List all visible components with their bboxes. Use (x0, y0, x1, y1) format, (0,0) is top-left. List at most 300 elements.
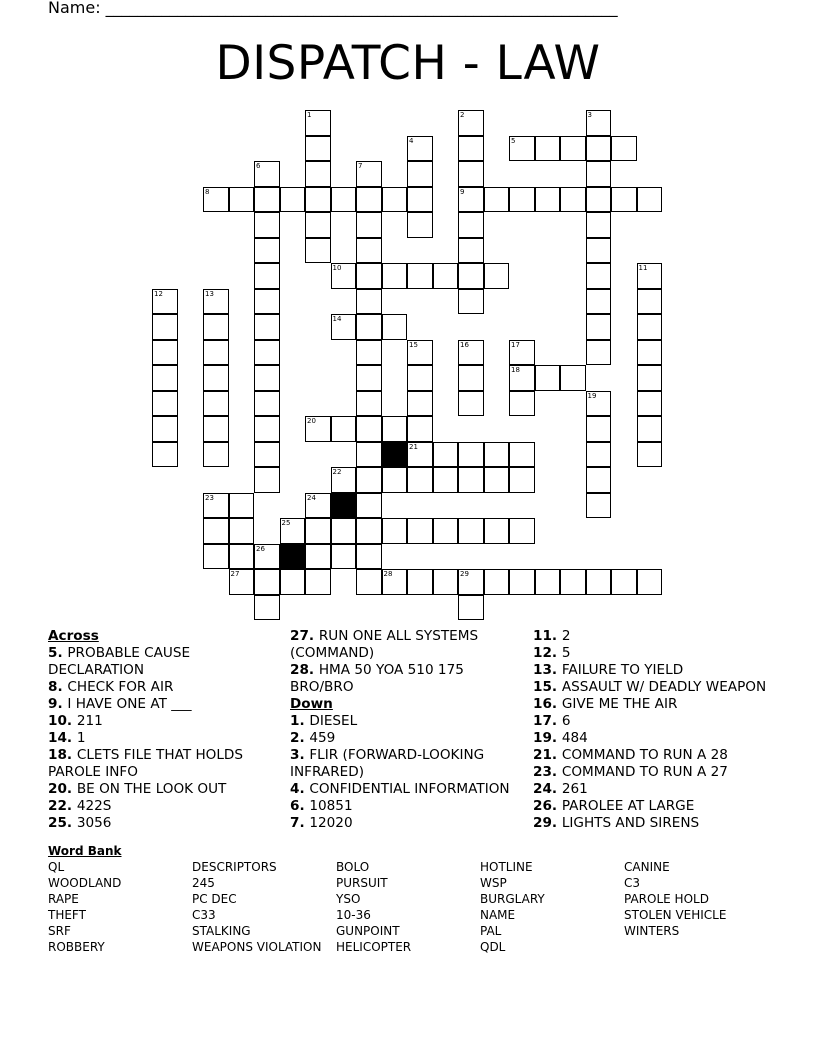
grid-cell[interactable] (305, 161, 331, 187)
clue-text: RUN ONE ALL SYSTEMS (COMMAND) (290, 628, 479, 661)
grid-cell[interactable] (458, 212, 484, 238)
word-bank-item: PURSUIT (336, 876, 388, 890)
grid-cell[interactable] (407, 263, 433, 289)
grid-cell[interactable] (356, 518, 382, 544)
clue-item (533, 713, 783, 730)
word-bank-item: RAPE (48, 892, 79, 906)
clue-item (290, 815, 525, 832)
grid-cell[interactable] (484, 518, 510, 544)
clue-item (533, 781, 783, 798)
grid-cell[interactable] (203, 314, 229, 340)
clue-item (290, 713, 525, 730)
clue-num: 19. (533, 730, 562, 746)
clue-text: 459 (309, 730, 336, 746)
grid-cell[interactable] (611, 136, 637, 162)
grid-cell[interactable] (586, 263, 612, 289)
grid-cell[interactable] (535, 187, 561, 213)
grid-cell[interactable] (458, 569, 484, 595)
clue-item (48, 798, 283, 815)
grid-cell[interactable] (356, 289, 382, 315)
grid-cell[interactable] (254, 340, 280, 366)
clue-num: 1. (290, 713, 310, 729)
grid-cell[interactable] (560, 569, 586, 595)
grid-cell[interactable] (356, 161, 382, 187)
clue-text: HMA 50 YOA 510 175 BRO/BRO (290, 662, 464, 695)
clue-num: 23. (533, 764, 562, 780)
grid-cell[interactable] (382, 416, 408, 442)
grid-cell[interactable] (254, 289, 280, 315)
grid-cell[interactable] (203, 289, 229, 315)
grid-cell[interactable] (484, 467, 510, 493)
word-bank-item: C3 (624, 876, 641, 890)
grid-cell[interactable] (331, 518, 357, 544)
grid-cell[interactable] (305, 493, 331, 519)
clue-number: 6 (256, 162, 261, 170)
clue-number: 20 (307, 417, 316, 425)
word-bank-title: Word Bank (48, 844, 122, 858)
grid-cell[interactable] (152, 416, 178, 442)
grid-cell[interactable] (203, 518, 229, 544)
grid-cell[interactable] (305, 187, 331, 213)
grid-cell[interactable] (407, 161, 433, 187)
clue-num: 20. (48, 781, 77, 797)
grid-cell[interactable] (637, 442, 663, 468)
grid-cell[interactable] (433, 442, 459, 468)
word-bank-item: PC DEC (192, 892, 237, 906)
grid-cell[interactable] (382, 467, 408, 493)
grid-cell[interactable] (484, 263, 510, 289)
clue-number: 8 (205, 187, 210, 196)
clue-item (290, 662, 525, 696)
clue-text: PAROLEE AT LARGE (561, 798, 695, 814)
word-bank-item: THEFT (48, 908, 86, 922)
clue-item (533, 815, 783, 832)
grid-cell[interactable] (254, 569, 280, 595)
clue-num: 24. (533, 781, 562, 797)
clue-text: COMMAND TO RUN A 28 (561, 747, 728, 763)
clue-number: 1 (307, 111, 312, 119)
clue-item (533, 679, 783, 696)
grid-cell[interactable] (586, 442, 612, 468)
grid-cell[interactable] (586, 238, 612, 264)
grid-cell[interactable] (484, 187, 510, 213)
clue-number: 4 (409, 136, 414, 145)
grid-cell[interactable] (152, 391, 178, 417)
grid-cell[interactable] (152, 365, 178, 391)
clue-num: 22. (48, 798, 77, 814)
clue-num: 26. (533, 798, 562, 814)
grid-cell[interactable] (458, 391, 484, 417)
grid-cell[interactable] (637, 289, 663, 315)
clue-text: 422S (76, 798, 112, 814)
clue-item (533, 645, 783, 662)
clue-number: 3 (587, 111, 592, 119)
grid-cell[interactable] (637, 416, 663, 442)
name-field[interactable]: Name: ________________________________________________________________ (48, 0, 618, 17)
grid-cell[interactable] (254, 365, 280, 391)
clue-item (48, 747, 283, 781)
grid-cell[interactable] (586, 187, 612, 213)
word-bank-item: BOLO (336, 860, 370, 874)
grid-cell[interactable] (356, 391, 382, 417)
grid-cell[interactable] (305, 569, 331, 595)
grid-cell[interactable] (458, 595, 484, 621)
clue-number: 11 (638, 264, 648, 272)
grid-cell[interactable] (407, 391, 433, 417)
grid-cell[interactable] (586, 212, 612, 238)
word-bank-item: PAROLE HOLD (624, 892, 709, 906)
grid-cell[interactable] (331, 263, 357, 289)
grid-cell[interactable] (433, 467, 459, 493)
grid-cell[interactable] (586, 161, 612, 187)
clue-num: 6. (290, 798, 310, 814)
clue-num: 7. (290, 815, 310, 831)
word-bank-item: CANINE (624, 860, 670, 874)
clue-text: 211 (76, 713, 103, 729)
clue-item (533, 662, 783, 679)
grid-cell[interactable] (637, 187, 663, 213)
clue-number: 23 (205, 493, 214, 502)
grid-cell[interactable] (305, 416, 331, 442)
word-bank-item: WSP (480, 876, 507, 890)
grid-cell[interactable] (586, 569, 612, 595)
word-bank-item: 245 (192, 876, 215, 890)
clue-num: 10. (48, 713, 77, 729)
grid-cell[interactable] (458, 187, 484, 213)
grid-cell[interactable] (509, 187, 535, 213)
grid-cell[interactable] (484, 442, 510, 468)
grid-cell[interactable] (586, 467, 612, 493)
grid-cell[interactable] (356, 238, 382, 264)
clue-num: 12. (533, 645, 562, 661)
grid-cell[interactable] (203, 187, 229, 213)
grid-cell[interactable] (586, 493, 612, 519)
grid-cell[interactable] (305, 238, 331, 264)
grid-cell[interactable] (203, 416, 229, 442)
grid-cell[interactable] (229, 493, 255, 519)
clue-num: 5. (48, 645, 68, 661)
clue-number: 2 (460, 111, 465, 119)
clue-item (48, 696, 283, 713)
grid-cell[interactable] (560, 365, 586, 391)
clue-item (290, 781, 525, 798)
grid-cell[interactable] (458, 467, 484, 493)
clue-item (48, 730, 283, 747)
word-bank-item: WEAPONS VIOLATION (192, 940, 322, 954)
grid-cell[interactable] (229, 569, 255, 595)
word-bank-item: WINTERS (624, 924, 680, 938)
grid-cell[interactable] (254, 595, 280, 621)
grid-cell[interactable] (331, 416, 357, 442)
clue-text: ASSAULT W/ DEADLY WEAPON (561, 679, 767, 695)
word-bank (48, 844, 727, 954)
grid-cell[interactable] (229, 544, 255, 570)
grid-cell[interactable] (637, 365, 663, 391)
clue-text: 6 (561, 713, 571, 729)
grid-cell[interactable] (407, 340, 433, 366)
clue-text: 10851 (309, 798, 353, 814)
clue-number: 19 (587, 391, 597, 400)
grid-cell[interactable] (458, 289, 484, 315)
clues-column-3 (533, 628, 783, 832)
page-title: DISPATCH - LAW (215, 36, 601, 91)
clue-text: DIESEL (309, 713, 358, 729)
grid-cell[interactable] (509, 136, 535, 162)
clue-text: FLIR (FORWARD-LOOKING INFRARED) (290, 747, 485, 780)
clue-number: 21 (409, 442, 418, 451)
grid-block (382, 442, 408, 468)
grid-cell[interactable] (254, 263, 280, 289)
grid-cell[interactable] (560, 136, 586, 162)
grid-cell[interactable] (509, 340, 535, 366)
clues-column-2 (290, 628, 525, 832)
grid-cell[interactable] (458, 365, 484, 391)
clue-text: GIVE ME THE AIR (561, 696, 678, 712)
grid-cell[interactable] (586, 314, 612, 340)
clue-num: 29. (533, 815, 562, 831)
word-bank-item: HELICOPTER (336, 940, 412, 954)
grid-cell[interactable] (305, 136, 331, 162)
grid-cell[interactable] (254, 442, 280, 468)
grid-cell[interactable] (407, 442, 433, 468)
grid-cell[interactable] (305, 212, 331, 238)
clue-num: 25. (48, 815, 77, 831)
clue-number: 16 (460, 340, 469, 349)
clue-item (48, 781, 283, 798)
clue-num: 28. (290, 662, 319, 678)
clue-num: 8. (48, 679, 68, 695)
clue-text: 5 (561, 645, 571, 661)
grid-cell[interactable] (509, 391, 535, 417)
grid-cell[interactable] (407, 365, 433, 391)
clue-item (290, 747, 525, 781)
clue-num: 9. (48, 696, 68, 712)
grid-cell[interactable] (254, 416, 280, 442)
word-bank-item: C33 (192, 908, 216, 922)
grid-cell[interactable] (356, 442, 382, 468)
clue-text: 12020 (309, 815, 353, 831)
grid-cell[interactable] (586, 340, 612, 366)
clue-num: 2. (290, 730, 310, 746)
grid-cell[interactable] (331, 314, 357, 340)
grid-cell[interactable] (356, 416, 382, 442)
clue-number: 10 (332, 264, 342, 272)
grid-cell[interactable] (407, 467, 433, 493)
grid-cell[interactable] (382, 518, 408, 544)
grid-cell[interactable] (637, 340, 663, 366)
word-bank-item: WOODLAND (48, 876, 122, 890)
grid-cell[interactable] (509, 365, 535, 391)
grid-cell[interactable] (586, 110, 612, 136)
grid-cell[interactable] (382, 314, 408, 340)
word-bank-item: STOLEN VEHICLE (624, 908, 727, 922)
clue-item (533, 628, 783, 645)
clue-number: 12 (154, 289, 163, 298)
grid-cell[interactable] (254, 238, 280, 264)
word-bank-item: HOTLINE (480, 860, 533, 874)
clue-num: 4. (290, 781, 310, 797)
grid-cell[interactable] (356, 314, 382, 340)
grid-cell[interactable] (458, 161, 484, 187)
grid-cell[interactable] (637, 391, 663, 417)
grid-block (280, 544, 306, 570)
clue-text: PROBABLE CAUSE DECLARATION (48, 645, 191, 678)
grid-cell[interactable] (586, 136, 612, 162)
grid-cell[interactable] (305, 518, 331, 544)
grid-cell[interactable] (382, 187, 408, 213)
clue-num: 17. (533, 713, 562, 729)
word-bank-item: BURGLARY (480, 892, 545, 906)
clue-num: 15. (533, 679, 562, 695)
grid-cell[interactable] (535, 365, 561, 391)
grid-cell[interactable] (407, 518, 433, 544)
grid-cell[interactable] (203, 340, 229, 366)
clue-num: 16. (533, 696, 562, 712)
clue-num: 3. (290, 747, 310, 763)
grid-cell[interactable] (203, 391, 229, 417)
grid-cell[interactable] (458, 518, 484, 544)
grid-cell[interactable] (637, 263, 663, 289)
word-bank-item: QL (48, 860, 65, 874)
grid-cell[interactable] (458, 340, 484, 366)
grid-cell[interactable] (280, 569, 306, 595)
clue-item (48, 679, 283, 696)
clue-number: 25 (281, 519, 291, 527)
grid-cell[interactable] (407, 187, 433, 213)
grid-cell[interactable] (509, 442, 535, 468)
grid-cell[interactable] (458, 238, 484, 264)
grid-cell[interactable] (356, 365, 382, 391)
clue-item (533, 696, 783, 713)
clue-text: FAILURE TO YIELD (561, 662, 684, 678)
grid-cell[interactable] (203, 544, 229, 570)
clue-text: 484 (561, 730, 588, 746)
clue-item (48, 815, 283, 832)
grid-cell[interactable] (331, 187, 357, 213)
grid-cell[interactable] (586, 289, 612, 315)
grid-cell[interactable] (254, 161, 280, 187)
grid-cell[interactable] (458, 442, 484, 468)
grid-cell[interactable] (152, 314, 178, 340)
word-bank-item: GUNPOINT (336, 924, 400, 938)
grid-cell[interactable] (458, 136, 484, 162)
word-bank-item: 10-36 (336, 908, 371, 922)
grid-cell[interactable] (254, 212, 280, 238)
grid-cell[interactable] (152, 289, 178, 315)
clues-column-1 (48, 628, 283, 832)
grid-cell[interactable] (305, 110, 331, 136)
grid-cell[interactable] (509, 569, 535, 595)
grid-cell[interactable] (458, 263, 484, 289)
grid-cell[interactable] (382, 263, 408, 289)
grid-cell[interactable] (484, 569, 510, 595)
grid-cell[interactable] (611, 187, 637, 213)
grid-cell[interactable] (229, 187, 255, 213)
grid-cell[interactable] (203, 493, 229, 519)
grid-cell[interactable] (229, 518, 255, 544)
grid-cell[interactable] (433, 518, 459, 544)
grid-cell[interactable] (331, 544, 357, 570)
grid-cell[interactable] (305, 544, 331, 570)
clue-number: 18 (511, 366, 520, 374)
grid-cell[interactable] (203, 365, 229, 391)
grid-cell[interactable] (356, 340, 382, 366)
grid-cell[interactable] (331, 467, 357, 493)
clue-number: 22 (332, 468, 342, 476)
grid-cell[interactable] (280, 187, 306, 213)
grid-cell[interactable] (356, 569, 382, 595)
grid-cell[interactable] (356, 263, 382, 289)
grid-cell[interactable] (254, 314, 280, 340)
grid-cell[interactable] (535, 136, 561, 162)
grid-cell[interactable] (458, 110, 484, 136)
grid-cell[interactable] (356, 493, 382, 519)
grid-cell[interactable] (407, 416, 433, 442)
grid-cell[interactable] (407, 212, 433, 238)
grid-cell[interactable] (356, 544, 382, 570)
grid-cell[interactable] (382, 569, 408, 595)
grid-cell[interactable] (280, 518, 306, 544)
clue-number: 24 (307, 493, 316, 502)
grid-cell[interactable] (586, 416, 612, 442)
grid-cell[interactable] (356, 187, 382, 213)
clue-num: 21. (533, 747, 562, 763)
clue-item (533, 730, 783, 747)
grid-cell[interactable] (509, 518, 535, 544)
clue-num: 13. (533, 662, 562, 678)
clue-text: BE ON THE LOOK OUT (76, 781, 227, 797)
grid-cell[interactable] (535, 569, 561, 595)
grid-cell[interactable] (152, 340, 178, 366)
clue-text: COMMAND TO RUN A 27 (561, 764, 728, 780)
grid-cell[interactable] (433, 263, 459, 289)
grid-cell[interactable] (560, 187, 586, 213)
grid-cell[interactable] (356, 467, 382, 493)
clue-num: 18. (48, 747, 77, 763)
clue-item (533, 764, 783, 781)
grid-cell[interactable] (611, 569, 637, 595)
grid-cell[interactable] (254, 467, 280, 493)
word-bank-item: PAL (480, 924, 502, 938)
clue-text: LIGHTS AND SIRENS (561, 815, 700, 831)
clue-item (290, 798, 525, 815)
clue-text: CHECK FOR AIR (67, 679, 174, 695)
grid-cell[interactable] (254, 391, 280, 417)
grid-cell[interactable] (356, 212, 382, 238)
grid-cell[interactable] (254, 187, 280, 213)
clue-text: 2 (561, 628, 571, 644)
clue-number: 27 (230, 570, 240, 578)
down-heading: Down (290, 696, 333, 712)
grid-cell[interactable] (637, 314, 663, 340)
clue-num: 11. (533, 628, 562, 644)
word-bank-item: NAME (480, 908, 516, 922)
grid-cell[interactable] (254, 544, 280, 570)
grid-cell[interactable] (203, 442, 229, 468)
grid-cell[interactable] (637, 569, 663, 595)
grid-cell[interactable] (586, 391, 612, 417)
grid-cell[interactable] (433, 569, 459, 595)
clue-number: 28 (383, 570, 393, 578)
grid-cell[interactable] (152, 442, 178, 468)
clue-text: CLETS FILE THAT HOLDS PAROLE INFO (48, 747, 244, 780)
grid-cell[interactable] (509, 467, 535, 493)
grid-cell[interactable] (407, 569, 433, 595)
clue-number: 7 (358, 162, 363, 170)
grid-cell[interactable] (407, 136, 433, 162)
clue-text: CONFIDENTIAL INFORMATION (309, 781, 510, 797)
word-bank-item: QDL (480, 940, 506, 954)
